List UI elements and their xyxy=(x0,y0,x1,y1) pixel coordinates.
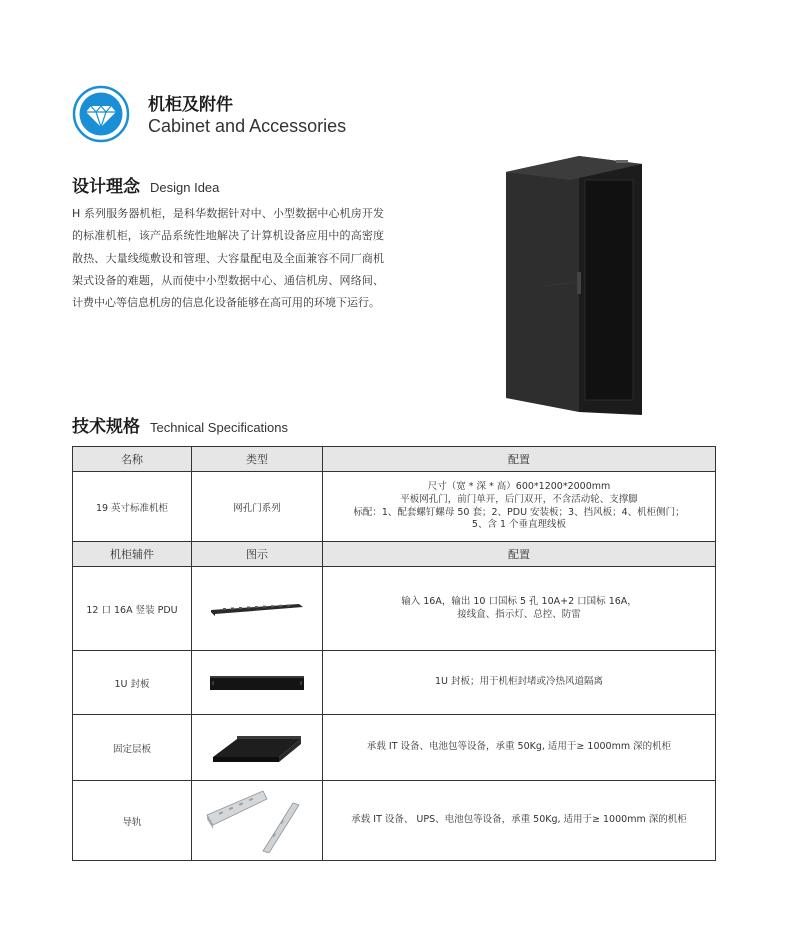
header-config: 配置 xyxy=(323,447,716,472)
cabinet-row xyxy=(73,472,716,542)
design-idea-title-cn: 设计理念 xyxy=(72,177,140,197)
tech-spec-heading xyxy=(72,412,288,437)
accessory-name: 1U 封板 xyxy=(73,651,192,715)
shelf-image-cell xyxy=(192,715,323,781)
cabinet-config-line: 标配：1、配套螺钉螺母 50 套；2、PDU 安装板；3、挡风板；4、机柜侧门； xyxy=(353,506,685,518)
diamond-logo-icon xyxy=(72,85,130,143)
fixed-shelf-icon xyxy=(209,731,305,765)
page-title-en: Cabinet and Accessories xyxy=(148,116,347,136)
spec-table xyxy=(72,446,716,861)
design-idea-heading xyxy=(72,172,219,197)
header-image: 图示 xyxy=(192,542,323,567)
accessory-config-line: 输入 16A，输出 10 口国标 5 孔 10A+2 口国标 16A， xyxy=(401,595,637,607)
cabinet-config-line: 5、含 1 个垂直理线板 xyxy=(471,519,567,531)
accessory-row-shelf xyxy=(73,715,716,781)
accessory-config xyxy=(323,651,716,715)
tech-spec-title-cn: 技术规格 xyxy=(72,417,140,437)
accessory-name: 导轨 xyxy=(73,781,192,861)
spec-header-row xyxy=(73,447,716,472)
design-idea-text: H 系列服务器机柜，是科华数据针对中、小型数据中心机房开发的标准机柜，该产品系统性地解决了计算机设备应用中的高密度散热、大量线缆敷设和管理、大容量配电及全面兼容不同厂商机架式设备的难题，从而使中小型数据中心、通信机房、网络间、计费中心等信息机房的信息化设备能够在高可用的环境下运行。 xyxy=(72,207,384,310)
accessory-row-blank xyxy=(73,651,716,715)
accessory-name: 12 口 16A 竖装 PDU xyxy=(73,567,192,651)
rails-image-cell xyxy=(192,781,323,861)
blank-image-cell xyxy=(192,651,323,715)
tech-spec-title-en: Technical Specifications xyxy=(150,420,289,435)
accessory-config-line: 接线盒、指示灯、总控、防雷 xyxy=(457,608,581,620)
accessory-row-pdu xyxy=(73,567,716,651)
page-title-cn: 机柜及附件 xyxy=(148,95,233,115)
header-type: 类型 xyxy=(192,447,323,472)
cabinet-type: 网孔门系列 xyxy=(192,472,323,542)
server-cabinet-image xyxy=(492,150,652,418)
cabinet-name: 19 英寸标准机柜 xyxy=(73,472,192,542)
blanking-panel-icon xyxy=(209,675,305,691)
accessory-config xyxy=(323,567,716,651)
pdu-image-cell xyxy=(192,567,323,651)
rails-icon xyxy=(205,789,309,853)
accessory-name: 固定层板 xyxy=(73,715,192,781)
pdu-strip-icon xyxy=(209,602,305,616)
accessory-config xyxy=(323,715,716,781)
accessory-header-row xyxy=(73,542,716,567)
header-accessory: 机柜辅件 xyxy=(73,542,192,567)
cabinet-config-line: 平板网孔门，前门单开，后门双开，不含活动轮、支撑脚 xyxy=(400,493,638,505)
accessory-config xyxy=(323,781,716,861)
cabinet-config xyxy=(323,472,716,542)
accessory-config-line: 1U 封板；用于机柜封堵或冷热风道隔离 xyxy=(434,676,604,688)
cabinet-config-line: 尺寸（宽 * 深 * 高）600*1200*2000mm xyxy=(427,481,611,493)
accessory-config-line: 承载 IT 设备、电池包等设备，承重 50Kg, 适用于≥ 1000mm 深的机柜 xyxy=(366,741,672,753)
header-name: 名称 xyxy=(73,447,192,472)
accessory-config-line: 承载 IT 设备、 UPS、电池包等设备，承重 50Kg, 适用于≥ 1000mm 深的机柜 xyxy=(351,814,687,826)
design-idea-title-en: Design Idea xyxy=(150,180,220,195)
accessory-row-rails xyxy=(73,781,716,861)
header-config-2: 配置 xyxy=(323,542,716,567)
